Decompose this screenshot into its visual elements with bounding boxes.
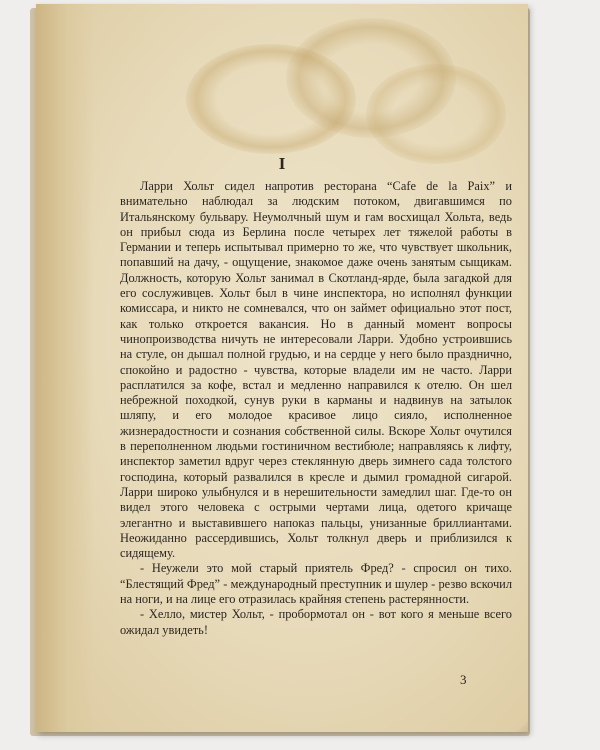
page-number: 3 [460,672,467,687]
water-stain [286,18,456,138]
chapter-number: I [278,154,286,173]
book-gutter [36,4,94,732]
paragraph: - Неужели это мой старый приятель Фред? - спросил он тихо. “Блестящий Фред” - международный преступник и шулер - резво вскочил на ноги, и на лице его отразилась крайняя степень растерянности. [120,561,512,607]
water-stain [366,64,506,164]
book-page [36,4,528,732]
body-text [120,179,512,638]
paragraph: - Хелло, мистер Хольт, - пробормотал он - вот кого я меньше всего ожидал увидеть! [120,607,512,637]
page-corner-curl [510,694,528,732]
water-stain [186,44,356,154]
paragraph: Ларри Хольт сидел напротив ресторана “Cafe de la Paix” и внимательно наблюдал за людским потоком, двигавшимся по Итальянскому бульвару. Неумолчный шум и гам восхищал Хольта, ведь он прибыл сюда из Берлина после четырех лет тяжелой работы в Германии и теперь испытывал примерно то же, что чувствует школьник, попавший на дачу, - ощущение, знакомое даже очень занятым сыщикам. Должность, которую Хольт занимал в Скотланд-ярде, была загадкой для его сослуживцев. Хольт был в чине инспектора, но исполнял функции комиссара, и никто не сомневался, что он займет официально этот пост, как только откроется вакансия. Но в данный момент вопросы чинопроизводства ничуть не интересовали Ларри. Удобно устроившись на стуле, он дышал полной грудью, и на сердце у него было празднично, спокойно и радостно - чувства, которые владели им не часто. Ларри расплатился за кофе, встал и медленно направился к отелю. Он шел небрежной походкой, сунув руки в карманы и надвинув на затылок шляпу, и его молодое красивое лицо сияло, исполненное жизнерадостности и сознания собственной силы. Вскоре Хольт очутился в переполненном людьми гостиничном вестибюле; направляясь к лифту, инспектор заметил вдруг через стеклянную дверь зимнего сада толстого господина, который развалился в кресле и дымил громадной сигарой. Ларри широко улыбнулся и в нерешительности замедлил шаг. Где-то он видел этого человека с острыми чертами лица, одетого кричаще элегантно и выставившего напоказ пальцы, унизанные бриллиантами. Неожиданно рассердившись, Хольт толкнул дверь и приблизился к сидящему. [120,179,512,561]
